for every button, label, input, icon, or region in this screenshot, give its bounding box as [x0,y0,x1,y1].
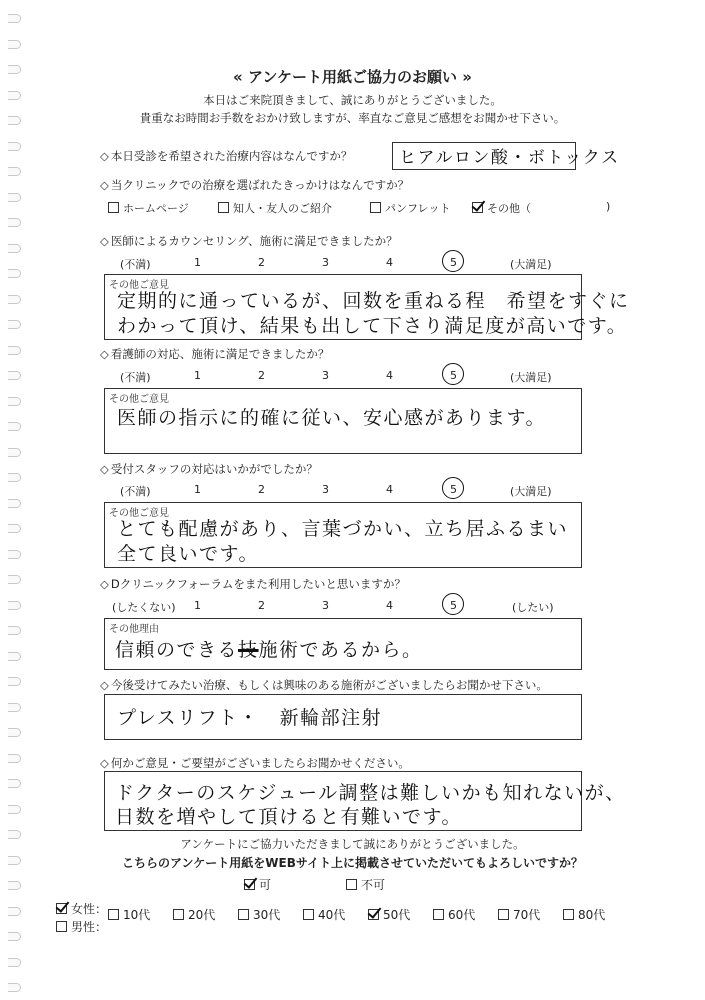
binder-hole [8,754,21,763]
q2-question: ◇ 当クリニックでの治療を選ばれたきっかけはなんですか？ [100,178,410,192]
q4-scale-low: (不満) [120,371,151,384]
binder-hole [8,371,21,380]
binder-hole [8,346,21,355]
binder-hole [8,626,21,635]
q3-question: ◇ 医師によるカウンセリング、施術に満足できましたか？ [100,234,398,248]
binder-hole [8,269,21,278]
binder-hole [8,601,21,610]
binder-hole [8,983,21,992]
footer-thanks: アンケートにご協力いただきまして誠にありがとうございました。 [180,837,525,851]
checkbox-icon[interactable] [108,202,119,213]
q6-answer-post: 施術であるから。 [258,639,423,661]
q8-answer-box[interactable] [104,771,626,831]
intro-line-1: 本日はご来院頂きまして、誠にありがとうございました。 [203,93,502,107]
gender-male-option[interactable]: 男性： [56,918,107,935]
q8-answer-line-1: ドクターのスケジュール調整は難しいかも知れないが、 [115,782,626,804]
q6-answer-pre: 信頼のできる [115,639,239,661]
age-option-40s[interactable]: 40代 [303,906,345,923]
binder-hole [8,677,21,686]
binder-hole [8,193,21,202]
checkbox-icon[interactable] [218,202,229,213]
q5-scale-4[interactable]: 4 [386,483,393,496]
q4-selected-circle-icon [442,363,464,385]
age-option-70s[interactable]: 70代 [498,906,540,923]
binder-hole [8,448,21,457]
q6-answer-struck: 技 [238,639,259,661]
q7-question: ◇ 今後受けてみたい治療、もしくは興味のある施術がございましたらお聞かせ下さい。 [100,678,548,692]
q6-scale-1[interactable]: 1 [194,599,201,612]
q4-scale-1[interactable]: 1 [194,369,201,382]
q5-comment-box[interactable] [104,502,582,568]
bullet-icon: ◇ [100,756,109,770]
q5-scale-2[interactable]: 2 [258,483,265,496]
q6-scale-2[interactable]: 2 [258,599,265,612]
bullet-icon: ◇ [100,678,109,692]
q3-scale-3[interactable]: 3 [322,256,329,269]
q3-scale-5[interactable]: 5 [450,256,457,269]
checkbox-icon[interactable] [370,202,381,213]
q3-scale-2[interactable]: 2 [258,256,265,269]
checkbox-icon[interactable] [238,909,249,920]
bullet-icon: ◇ [100,577,109,591]
checkbox-icon[interactable] [303,909,314,920]
q1-answer-box[interactable] [392,142,620,170]
q6-comment-box[interactable] [104,618,582,670]
checkbox-icon[interactable] [56,921,67,932]
q4-scale-2[interactable]: 2 [258,369,265,382]
q6-scale-low: (したくない) [112,601,176,614]
q3-box-label: その他ご意見 [109,280,169,291]
binder-hole [8,218,21,227]
q2-option-other[interactable]: その他（ [472,200,531,216]
binder-hole [8,550,21,559]
q5-scale-low: (不満) [120,485,151,498]
q6-selected-circle-icon [442,593,464,615]
q3-scale-4[interactable]: 4 [386,256,393,269]
q4-scale-high: (大満足) [510,371,552,384]
binder-hole [8,14,21,23]
checkbox-checked-icon[interactable] [244,879,255,890]
q2-option-homepage[interactable]: ホームページ [108,200,189,216]
binder-hole [8,932,21,941]
q3-scale-high: (大満足) [510,258,552,271]
q3-answer-line-2: わかって頂け、結果も出して下さり満足度が高いです。 [117,315,628,337]
age-option-50s[interactable]: 50代 [368,906,410,923]
binder-hole [8,40,21,49]
checkbox-icon[interactable] [563,909,574,920]
age-option-30s[interactable]: 30代 [238,906,280,923]
publish-no-option[interactable]: 不可 [346,876,385,893]
q2-option-referral[interactable]: 知人・友人のご紹介 [218,200,332,216]
q4-comment-box[interactable] [104,388,582,454]
publish-yes-option[interactable]: 可 [244,876,271,893]
page-title: « アンケート用紙ご協力のお願い » [233,68,472,86]
checkbox-icon[interactable] [433,909,444,920]
binder-hole [8,397,21,406]
q4-question: ◇ 看護師の対応、施術に満足できましたか？ [100,347,330,361]
q6-scale-5[interactable]: 5 [450,599,457,612]
q5-scale-high: (大満足) [510,485,552,498]
q3-selected-circle-icon [442,250,464,272]
q4-scale-5[interactable]: 5 [450,369,457,382]
binder-hole [8,652,21,661]
q7-answer-box[interactable] [104,694,582,740]
bullet-icon: ◇ [100,178,109,192]
binder-hole [8,881,21,890]
bullet-icon: ◇ [100,462,109,476]
binder-hole [8,703,21,712]
q3-scale-low: (不満) [120,258,151,271]
binder-hole [8,473,21,482]
age-option-10s[interactable]: 10代 [108,906,150,923]
q4-scale-4[interactable]: 4 [386,369,393,382]
q2-option-other-close: ) [606,200,611,213]
q8-answer-line-2: 日数を増やして頂けると有難いです。 [115,806,462,828]
binder-hole [8,958,21,967]
q5-scale-3[interactable]: 3 [322,483,329,496]
binder-hole [8,295,21,304]
q5-answer-line-1: とても配慮があり、言葉づかい、立ち居ふるまい [117,518,569,540]
footer-question: こちらのアンケート用紙をWEBサイト上に掲載させていただいてもよろしいですか？ [121,856,584,870]
checkbox-checked-icon[interactable] [368,909,379,920]
q2-option-pamphlet[interactable]: パンフレット [370,200,450,216]
binder-hole [8,524,21,533]
q6-scale-high: (したい) [512,601,554,614]
age-option-60s[interactable]: 60代 [433,906,475,923]
bullet-icon: ◇ [100,149,109,163]
q3-answer-line-1: 定期的に通っているが、回数を重ねる程 希望をすぐに [117,290,630,312]
q1-answer: ヒアルロン酸・ボトックス [399,148,620,168]
binder-hole [8,907,21,916]
checkbox-checked-icon[interactable] [56,903,67,914]
binder-hole [8,167,21,176]
checkbox-icon[interactable] [173,909,184,920]
bullet-icon: ◇ [100,234,109,248]
binder-hole [8,422,21,431]
q7-answer-line-1: プレスリフト・ 新輪部注射 [117,707,383,729]
q6-answer [115,635,423,662]
q6-box-label: その他理由 [109,624,159,635]
q5-scale-5[interactable]: 5 [450,483,457,496]
q5-scale-1[interactable]: 1 [194,483,201,496]
binder-hole [8,320,21,329]
binder-hole [8,499,21,508]
q4-answer-line-1: 医師の指示に的確に従い、安心感があります。 [117,407,546,429]
binder-hole [8,575,21,584]
q4-box-label: その他ご意見 [109,394,169,405]
binder-hole [8,728,21,737]
q4-scale-3[interactable]: 3 [322,369,329,382]
checkbox-icon[interactable] [346,879,357,890]
q5-box-label: その他ご意見 [109,508,169,519]
q6-scale-4[interactable]: 4 [386,599,393,612]
q5-selected-circle-icon [442,477,464,499]
age-option-20s[interactable]: 20代 [173,906,215,923]
q6-question: ◇ Dクリニックフォーラムをまた利用したいと思いますか？ [100,577,406,591]
gender-female-option[interactable]: 女性： [56,900,107,917]
q5-question: ◇ 受付スタッフの対応はいかがでしたか？ [100,462,318,476]
q3-scale-1[interactable]: 1 [194,256,201,269]
checkbox-checked-icon[interactable] [472,202,483,213]
binder-hole [8,805,21,814]
q6-scale-3[interactable]: 3 [322,599,329,612]
q5-answer-line-2: 全て良いです。 [117,543,259,565]
bullet-icon: ◇ [100,347,109,361]
binder-hole [8,779,21,788]
binder-hole [8,244,21,253]
binder-hole [8,142,21,151]
q1-question: ◇ 本日受診を希望された治療内容はなんですか？ [100,149,353,163]
q3-comment-box[interactable] [104,274,630,340]
age-option-80s[interactable]: 80代 [563,906,605,923]
checkbox-icon[interactable] [108,909,119,920]
intro-line-2: 貴重なお時間お手数をおかけ致しますが、率直なご意見ご感想をお聞かせ下さい。 [139,111,566,125]
checkbox-icon[interactable] [498,909,509,920]
q8-question: ◇ 何かご意見・ご要望がございましたらお聞かせください。 [100,756,410,770]
